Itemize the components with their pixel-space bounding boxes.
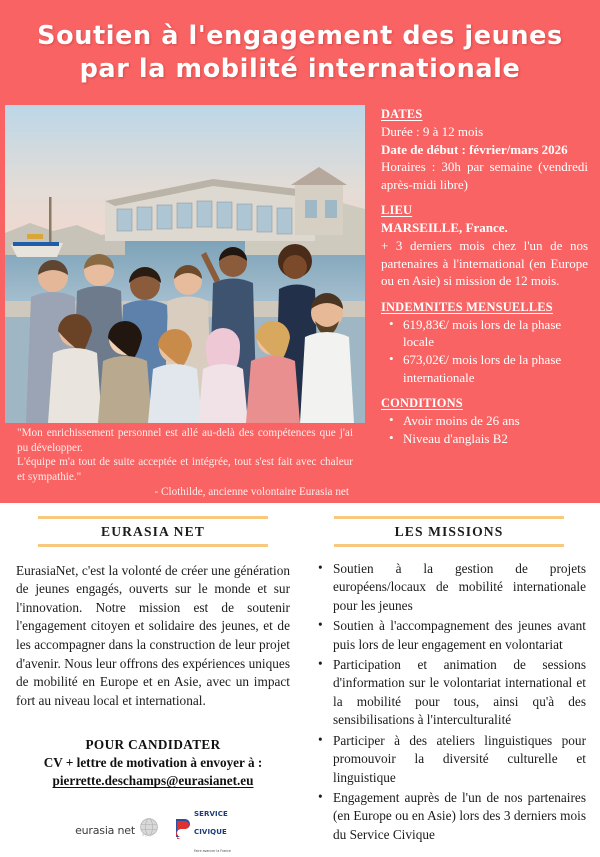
eurasia-net-column (16, 516, 290, 790)
lieu-ville: MARSEILLE, France. (381, 220, 508, 236)
page-title: Soutien à l'engagement des jeunes par la mobilité internationale (37, 21, 563, 84)
list-item: • Engagement auprès de l'un de nos partenaires (en Europe ou en Asie) lors des 3 derniers mois du Service Civique (312, 789, 586, 845)
missions-list (312, 560, 586, 845)
list-item: • Soutien à la gestion de projets européens/locaux de mobilité internationale pour les jeunes (312, 560, 586, 616)
testimonial-author: - Clothilde, ancienne volontaire Eurasia net (154, 486, 349, 499)
testimonial-line-1: "Mon enrichissement personnel est allé au-delà des compétences que j'ai pu développer. (17, 427, 353, 454)
service-civique-line-1: SERVICE (193, 810, 228, 818)
divider-bottom (334, 544, 564, 547)
conditions-heading: CONDITIONS (381, 396, 463, 411)
group-photo-illustration (5, 105, 365, 423)
poster-body (0, 503, 600, 853)
list-item: • Niveau d'anglais B2 (381, 430, 588, 448)
dates-debut: Date de début : février/mars 2026 (381, 141, 568, 157)
lieu-heading: LIEU (381, 203, 413, 218)
service-civique-line-2: CIVIQUE (193, 828, 227, 836)
list-item: • Participation et animation de sessions d'information sur le volontariat international et la mobilité pour tous, ainsi qu'à des sensibilisations à l'interculturalité (312, 656, 586, 730)
list-item: • 673,02€/ mois lors de la phase internationale (381, 351, 588, 386)
dates-heading: DATES (381, 107, 423, 121)
list-item: • Avoir moins de 26 ans (381, 412, 588, 430)
lieu-detail: + 3 derniers mois chez l'un de nos partenaires à l'international (en Europe ou en Asie) si mission de 12 mois. (381, 237, 588, 289)
list-item: • Participer à des ateliers linguistiques pour promouvoir la diversité culturelle et linguistique (312, 732, 586, 788)
list-item: • Soutien à l'accompagnement des jeunes avant puis lors de leur engagement en volontariat (312, 617, 586, 654)
indemnites-heading: INDEMNITES MENSUELLES (381, 299, 553, 314)
testimonial-quote (5, 424, 365, 500)
offer-details (381, 106, 588, 447)
testimonial-line-2: L'équipe m'a tout de suite acceptée et intégrée, tout s'est fait avec chaleur et sympathie." (17, 456, 353, 483)
eurasia-net-logo-label: eurasia net (75, 823, 135, 837)
dates-horaires: Horaires : 30h par semaine (vendredi après-midi libre) (381, 159, 588, 192)
application-block (16, 736, 290, 790)
service-civique-tagline: Faire avancer la France (193, 849, 231, 853)
dates-duree: Durée : 9 à 12 mois (381, 124, 484, 139)
eurasia-net-body: EurasiaNet, c'est la volonté de créer une génération de jeunes engagés, ouverts sur le monde et sur l'innovation. Notre mission est de soutenir l'engagement citoyen et solidaire des jeunes, et de les accompagner dans la construction de leur projet d'avenir. Nous leur offrons des expériences uniques de mobilité en Europe et en Asie, avec un impact fort au niveau local et international. (16, 562, 290, 708)
globe-icon (138, 817, 160, 844)
application-instruction: CV + lettre de motivation à envoyer à : (43, 755, 263, 771)
missions-column (312, 516, 586, 846)
missions-header (312, 516, 586, 547)
missions-heading: LES MISSIONS (394, 524, 504, 540)
list-item: • 619,83€/ mois lors de la phase locale (381, 316, 588, 351)
divider-bottom (38, 544, 268, 547)
eurasia-net-header (16, 516, 290, 547)
service-civique-mark-icon (174, 817, 191, 844)
application-email[interactable]: pierrette.deschamps@eurasianet.eu (52, 773, 254, 789)
conditions-list (381, 412, 588, 447)
group-photo (5, 105, 365, 423)
eurasia-net-logo (75, 817, 160, 844)
indemnites-list (381, 316, 588, 386)
eurasia-net-heading: EURASIA NET (101, 524, 205, 540)
application-title: POUR CANDIDATER (85, 737, 221, 753)
